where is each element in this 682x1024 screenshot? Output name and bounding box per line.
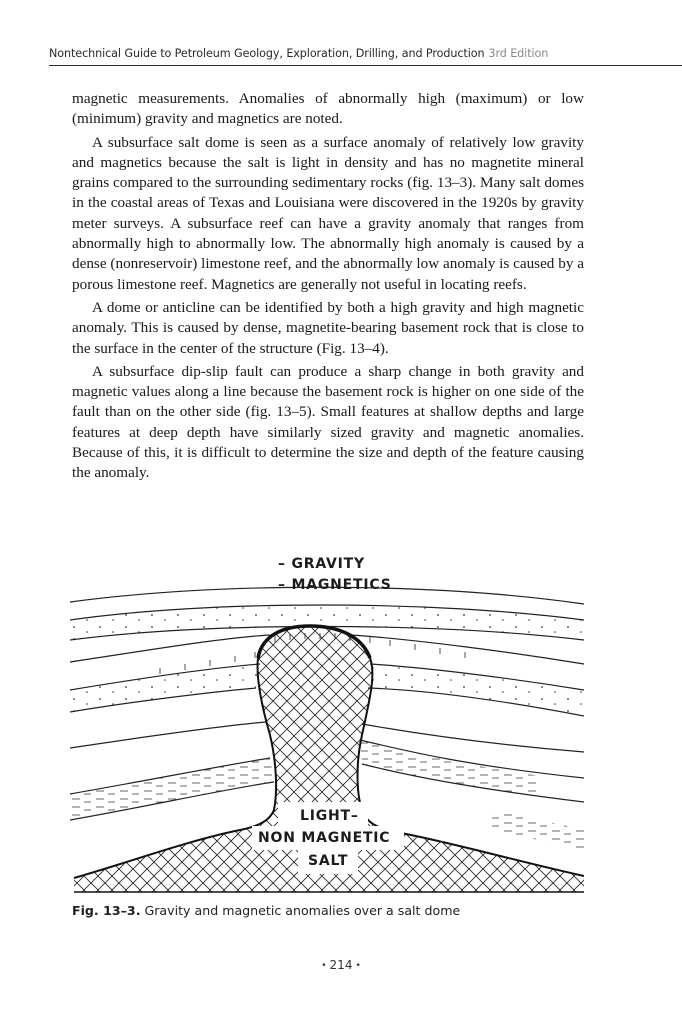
running-head [49, 47, 682, 60]
folio-dot-left: • [321, 961, 327, 971]
body-text [72, 89, 584, 484]
magnetics-label: – MAGNETICS [278, 577, 392, 593]
paragraph-4: A subsurface dip-slip fault can produce a sharp change in both gravity and magnetic values along a line because the basement rock is higher on one side of the fault than on the other side (fig. 13–5). Small features at shallow depths and large features at deep depth have similarly sized gravity and magnetic anomalies. Because of this, it is difficult to determine the size and depth of the feature causing the anomaly. [72, 362, 584, 482]
figure-number: Fig. 13–3. [72, 903, 141, 918]
salt-label-light: LIGHT– [300, 808, 359, 824]
salt-label-salt: SALT [308, 853, 349, 869]
book-title: Nontechnical Guide to Petroleum Geology, Exploration, Drilling, and Production [49, 47, 485, 60]
edition-label: 3rd Edition [488, 47, 549, 60]
paragraph-3: A dome or anticline can be identified by both a high gravity and high magnetic anomaly. This is caused by dense, magnetite-bearing basement rock that is close to the surface in the center of the structure (Fig. 13–4). [72, 298, 584, 357]
salt-dome-figure [70, 540, 584, 900]
gravity-label: – GRAVITY [278, 556, 365, 572]
figure-caption [72, 903, 632, 918]
salt-label-nonmagnetic: NON MAGNETIC [258, 830, 391, 846]
paragraph-1: magnetic measurements. Anomalies of abnormally high (maximum) or low (minimum) gravity and magnetics are noted. [72, 90, 584, 128]
page-number [0, 958, 682, 972]
folio-dot-right: • [355, 961, 361, 971]
figure-caption-text: Gravity and magnetic anomalies over a salt dome [144, 903, 461, 918]
page-number-value: 214 [329, 958, 353, 972]
paragraph-2: A subsurface salt dome is seen as a surface anomaly of relatively low gravity and magnetics because the salt is light in density and has no magnetite mineral grains compared to the surrounding sedimentary rocks (fig. 13–3). Many salt domes in the coastal areas of Texas and Louisiana were discovered in the 1920s by gravity meter surveys. A subsurface reef can have a gravity anomaly that ranges from abnormally high to abnormally low. The abnormally high anomaly is caused by a dense (nonreservoir) limestone reef, and the abnormally low anomaly is caused by a porous limestone reef. Magnetics are generally not useful in locating reefs. [72, 133, 584, 293]
header-rule [49, 65, 682, 66]
salt-dome-diagram [70, 540, 584, 900]
